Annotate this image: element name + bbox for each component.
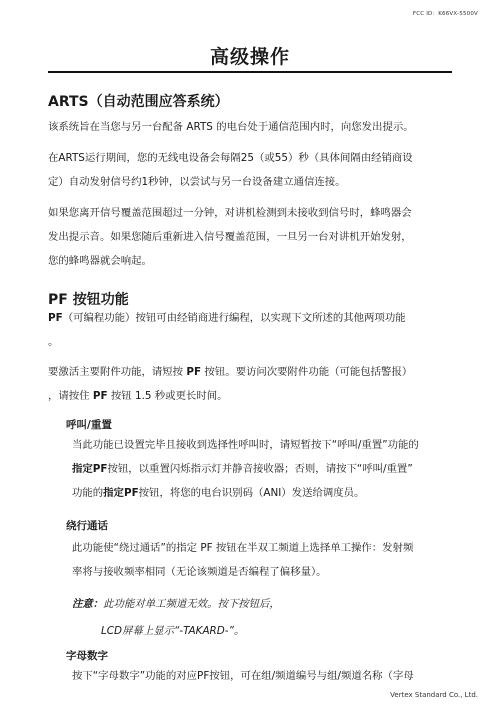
talk-around-note	[72, 592, 280, 616]
talk-around-note-line-2: LCD屏幕上显示“-TAKARD-”。	[101, 625, 245, 637]
text-line	[72, 457, 472, 481]
text-run: 按钮，将您的电台识别码（ANI）发送给调度员。	[138, 487, 365, 499]
text-line: 如果您离开信号覆盖范围超过一分钟，对讲机检测到未接收到信号时，蜂鸣器会	[48, 207, 412, 219]
text-line: 在ARTS运行期间，您的无线电设备会每隔25（或55）秒（具体间隔由经销商设	[48, 152, 413, 164]
text-line: 该系统旨在当您与另一台配备 ARTS 的电台处于通信范围内时，向您发出提示。	[48, 121, 414, 133]
text-run: （可编程功能）按钮可由经销商进行编程，以实现下文所述的其他两项功能	[62, 312, 406, 324]
pf-paragraph-2	[48, 360, 466, 408]
text-run: 功能的	[72, 487, 104, 499]
page-title: 高级操作	[209, 46, 290, 68]
text-line	[48, 306, 466, 330]
note-label: 注意：	[72, 598, 104, 610]
fcc-id: FCC ID：K66VX-5500V	[412, 11, 478, 17]
title-divider	[48, 71, 452, 73]
pf-label: PF	[186, 366, 202, 378]
text-run: ，请按住	[48, 390, 93, 402]
pf-label: 指定PF	[103, 487, 139, 499]
text-line: 您的蜂鸣器就会响起。	[48, 255, 152, 267]
text-line: 此功能使“绕过通话”的指定 PF 按钮在半双工频道上选择单工操作：发射频	[72, 542, 414, 554]
pf-label: PF	[48, 312, 63, 324]
text-line: 。	[48, 336, 59, 348]
alpha-num-heading: 字母数字	[66, 650, 108, 662]
alpha-num-paragraph	[72, 664, 472, 688]
talk-around-heading: 绕行通话	[66, 520, 108, 532]
text-line	[72, 481, 472, 505]
text-line: 发出提示音。如果您随后重新进入信号覆盖范围，一旦另一台对讲机开始发射，	[48, 231, 412, 243]
arts-paragraph-1	[48, 115, 466, 139]
pf-heading: PF 按钮功能	[48, 292, 129, 308]
text-run: 按钮 1.5 秒或更长时间。	[107, 390, 228, 402]
text-run: 要激活主要附件功能，请短按	[48, 366, 187, 378]
text-run: 按钮。要访问次要附件功能（可能包括警报）	[201, 366, 413, 378]
pf-paragraph-1	[48, 306, 466, 354]
text-run: 按钮，以重置闪烁指示灯并静音接收器；否则，请按下“呼叫/重置”	[107, 463, 413, 475]
text-line: 定）自动发射信号约1秒钟，以尝试与另一台设备建立通信连接。	[48, 176, 346, 188]
arts-paragraph-3	[48, 201, 466, 273]
arts-paragraph-2	[48, 146, 466, 194]
text-line	[48, 384, 466, 408]
talk-around-paragraph	[72, 536, 472, 584]
pf-label: PF	[92, 390, 108, 402]
text-line: 按下“字母数字”功能的对应PF按钮，可在组/频道编号与组/频道名称（字母	[72, 670, 414, 682]
text-line	[48, 360, 466, 384]
call-reset-heading: 呼叫/重置	[66, 419, 112, 431]
text-line: 率将与接收频率相同（无论该频道是否编程了偏移量）。	[72, 566, 327, 578]
call-reset-paragraph	[72, 433, 472, 505]
pf-label: 指定PF	[72, 463, 108, 475]
arts-heading: ARTS（自动范围应答系统）	[48, 94, 229, 110]
text-line: 当此功能已设置完毕且接收到选择性呼叫时，请短暂按下“呼叫/重置”功能的	[72, 439, 419, 451]
note-text: 此功能对单工频道无效。按下按钮后，	[103, 598, 280, 610]
footer-company: Vertex Standard Co., Ltd.	[390, 691, 478, 699]
